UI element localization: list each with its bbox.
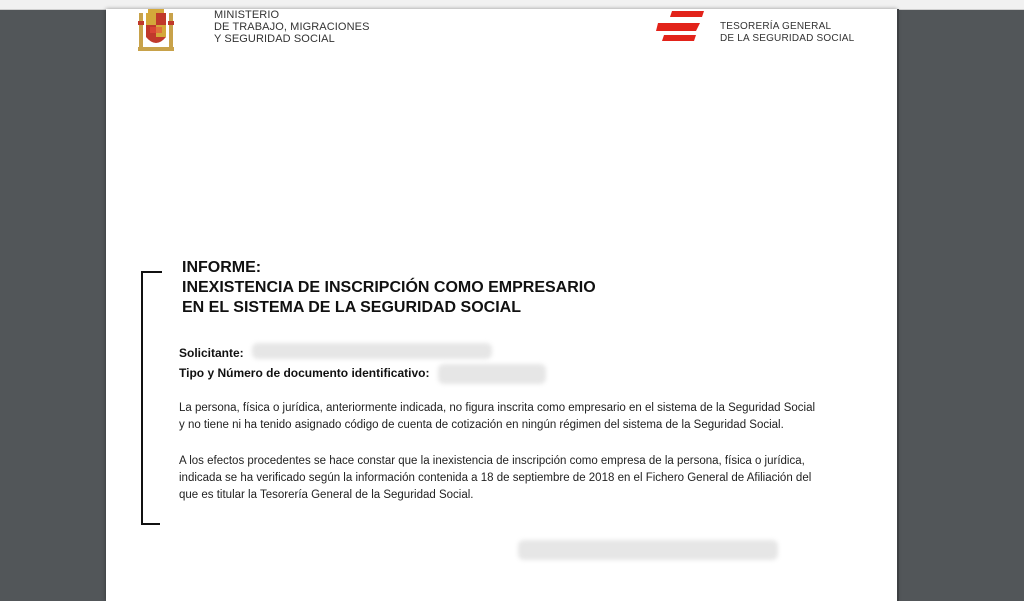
tgss-name xyxy=(720,21,854,45)
title-line-1: INFORME: xyxy=(182,259,262,276)
document-page xyxy=(106,9,897,601)
applicant-redacted xyxy=(252,343,492,359)
bracket-bottom xyxy=(141,523,160,525)
paragraph-1-line-2: y no tiene ni ha tenido asignado código de cuenta de cotización en ningún régimen del sistema de la Seguridad Social. xyxy=(179,419,784,431)
ministry-line-2: DE TRABAJO, MIGRACIONES xyxy=(214,21,370,33)
paragraph-2-line-2: indicada se ha verificado según la información contenida a 18 de septiembre de 2018 en el Fichero General de Afiliación del xyxy=(179,472,812,484)
tgss-line-1: TESORERÍA GENERAL xyxy=(720,21,832,32)
tgss-line-2: DE LA SEGURIDAD SOCIAL xyxy=(720,33,855,44)
title-line-2: INEXISTENCIA DE INSCRIPCIÓN COMO EMPRESARIO xyxy=(182,279,596,296)
report-title xyxy=(182,258,596,318)
paragraph-2-line-1: A los efectos procedentes se hace constar que la inexistencia de inscripción como empresa de la persona, física o jurídica, xyxy=(179,455,805,467)
ministry-line-1: MINISTERIO xyxy=(214,9,280,21)
ministry-line-3: Y SEGURIDAD SOCIAL xyxy=(214,33,335,45)
applicant-label: Solicitante: xyxy=(179,346,244,360)
coat-of-arms-icon xyxy=(138,9,174,53)
paragraph-1 xyxy=(179,400,859,434)
document-redacted xyxy=(438,364,546,384)
ministry-name xyxy=(214,9,370,45)
signature-redacted xyxy=(518,540,778,560)
paragraph-1-line-1: La persona, física o jurídica, anteriormente indicada, no figura inscrita como empresario en el sistema de la Seguridad Social xyxy=(179,402,816,414)
bracket-top xyxy=(141,271,162,273)
document-label: Tipo y Número de documento identificativo: xyxy=(179,366,430,380)
title-line-3: EN EL SISTEMA DE LA SEGURIDAD SOCIAL xyxy=(182,299,521,316)
paragraph-2 xyxy=(179,453,859,504)
tgss-logo-icon xyxy=(656,9,706,43)
paragraph-2-line-3: que es titular la Tesorería General de la Seguridad Social. xyxy=(179,489,474,501)
page-edge xyxy=(897,9,899,601)
bracket-line xyxy=(141,271,143,525)
